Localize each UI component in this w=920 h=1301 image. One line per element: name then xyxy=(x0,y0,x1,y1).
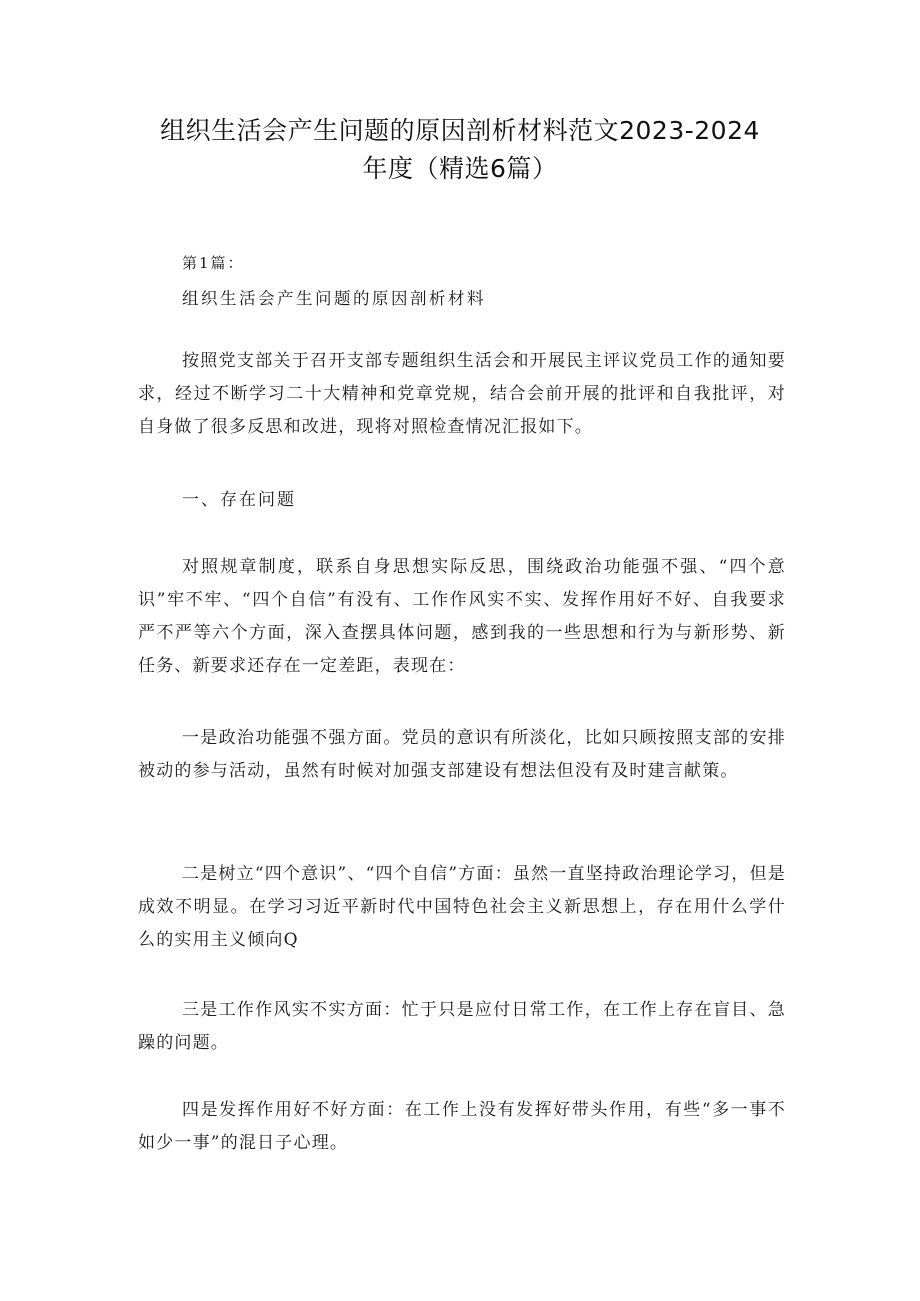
title-line-2: 年度（精选6篇） xyxy=(362,154,558,183)
title-line-1: 组织生活会产生问题的原因剖析材料范文2023-2024 xyxy=(160,116,760,145)
issue-paragraph-4: 四是发挥作用好不好方面：在工作上没有发挥好带头作用，有些“多一事不如少一事”的混日子心理。 xyxy=(138,1100,786,1153)
issue-paragraph-3: 三是工作作风实不实方面：忙于只是应付日常工作，在工作上存在盲目、急躁的问题。 xyxy=(138,1000,786,1053)
issue-paragraph-2: 二是树立“四个意识”、“四个自信”方面：虽然一直坚持政治理论学习，但是成效不明显。在学习习近平新时代中国特色社会主义新思想上，存在用什么学什么的实用主义倾向Q xyxy=(138,864,786,950)
issue-paragraph-1: 一是政治功能强不强方面。党员的意识有所淡化，比如只顾按照支部的安排被动的参与活动，虽然有时候对加强支部建设有想法但没有及时建言献策。 xyxy=(138,728,786,781)
overview-paragraph: 对照规章制度，联系自身思想实际反思，围绕政治功能强不强、“四个意识”牢不牢、“四个自信”有没有、工作作风实不实、发挥作用好不好、自我要求严不严等六个方面，深入查摆具体问题，感到我的一些思想和行为与新形势、新任务、新要求还存在一定差距，表现在： xyxy=(138,557,786,676)
intro-paragraph: 按照党支部关于召开支部专题组织生活会和开展民主评议党员工作的通知要求，经过不断学习二十大精神和党章党规，结合会前开展的批评和自我批评，对自身做了很多反思和改进，现将对照检查情况汇报如下。 xyxy=(138,351,786,437)
section-heading: 一、存在问题 xyxy=(182,490,296,510)
document-title xyxy=(150,112,770,188)
part-label: 第1篇： xyxy=(182,254,245,272)
part-subtitle: 组织生活会产生问题的原因剖析材料 xyxy=(182,289,486,308)
